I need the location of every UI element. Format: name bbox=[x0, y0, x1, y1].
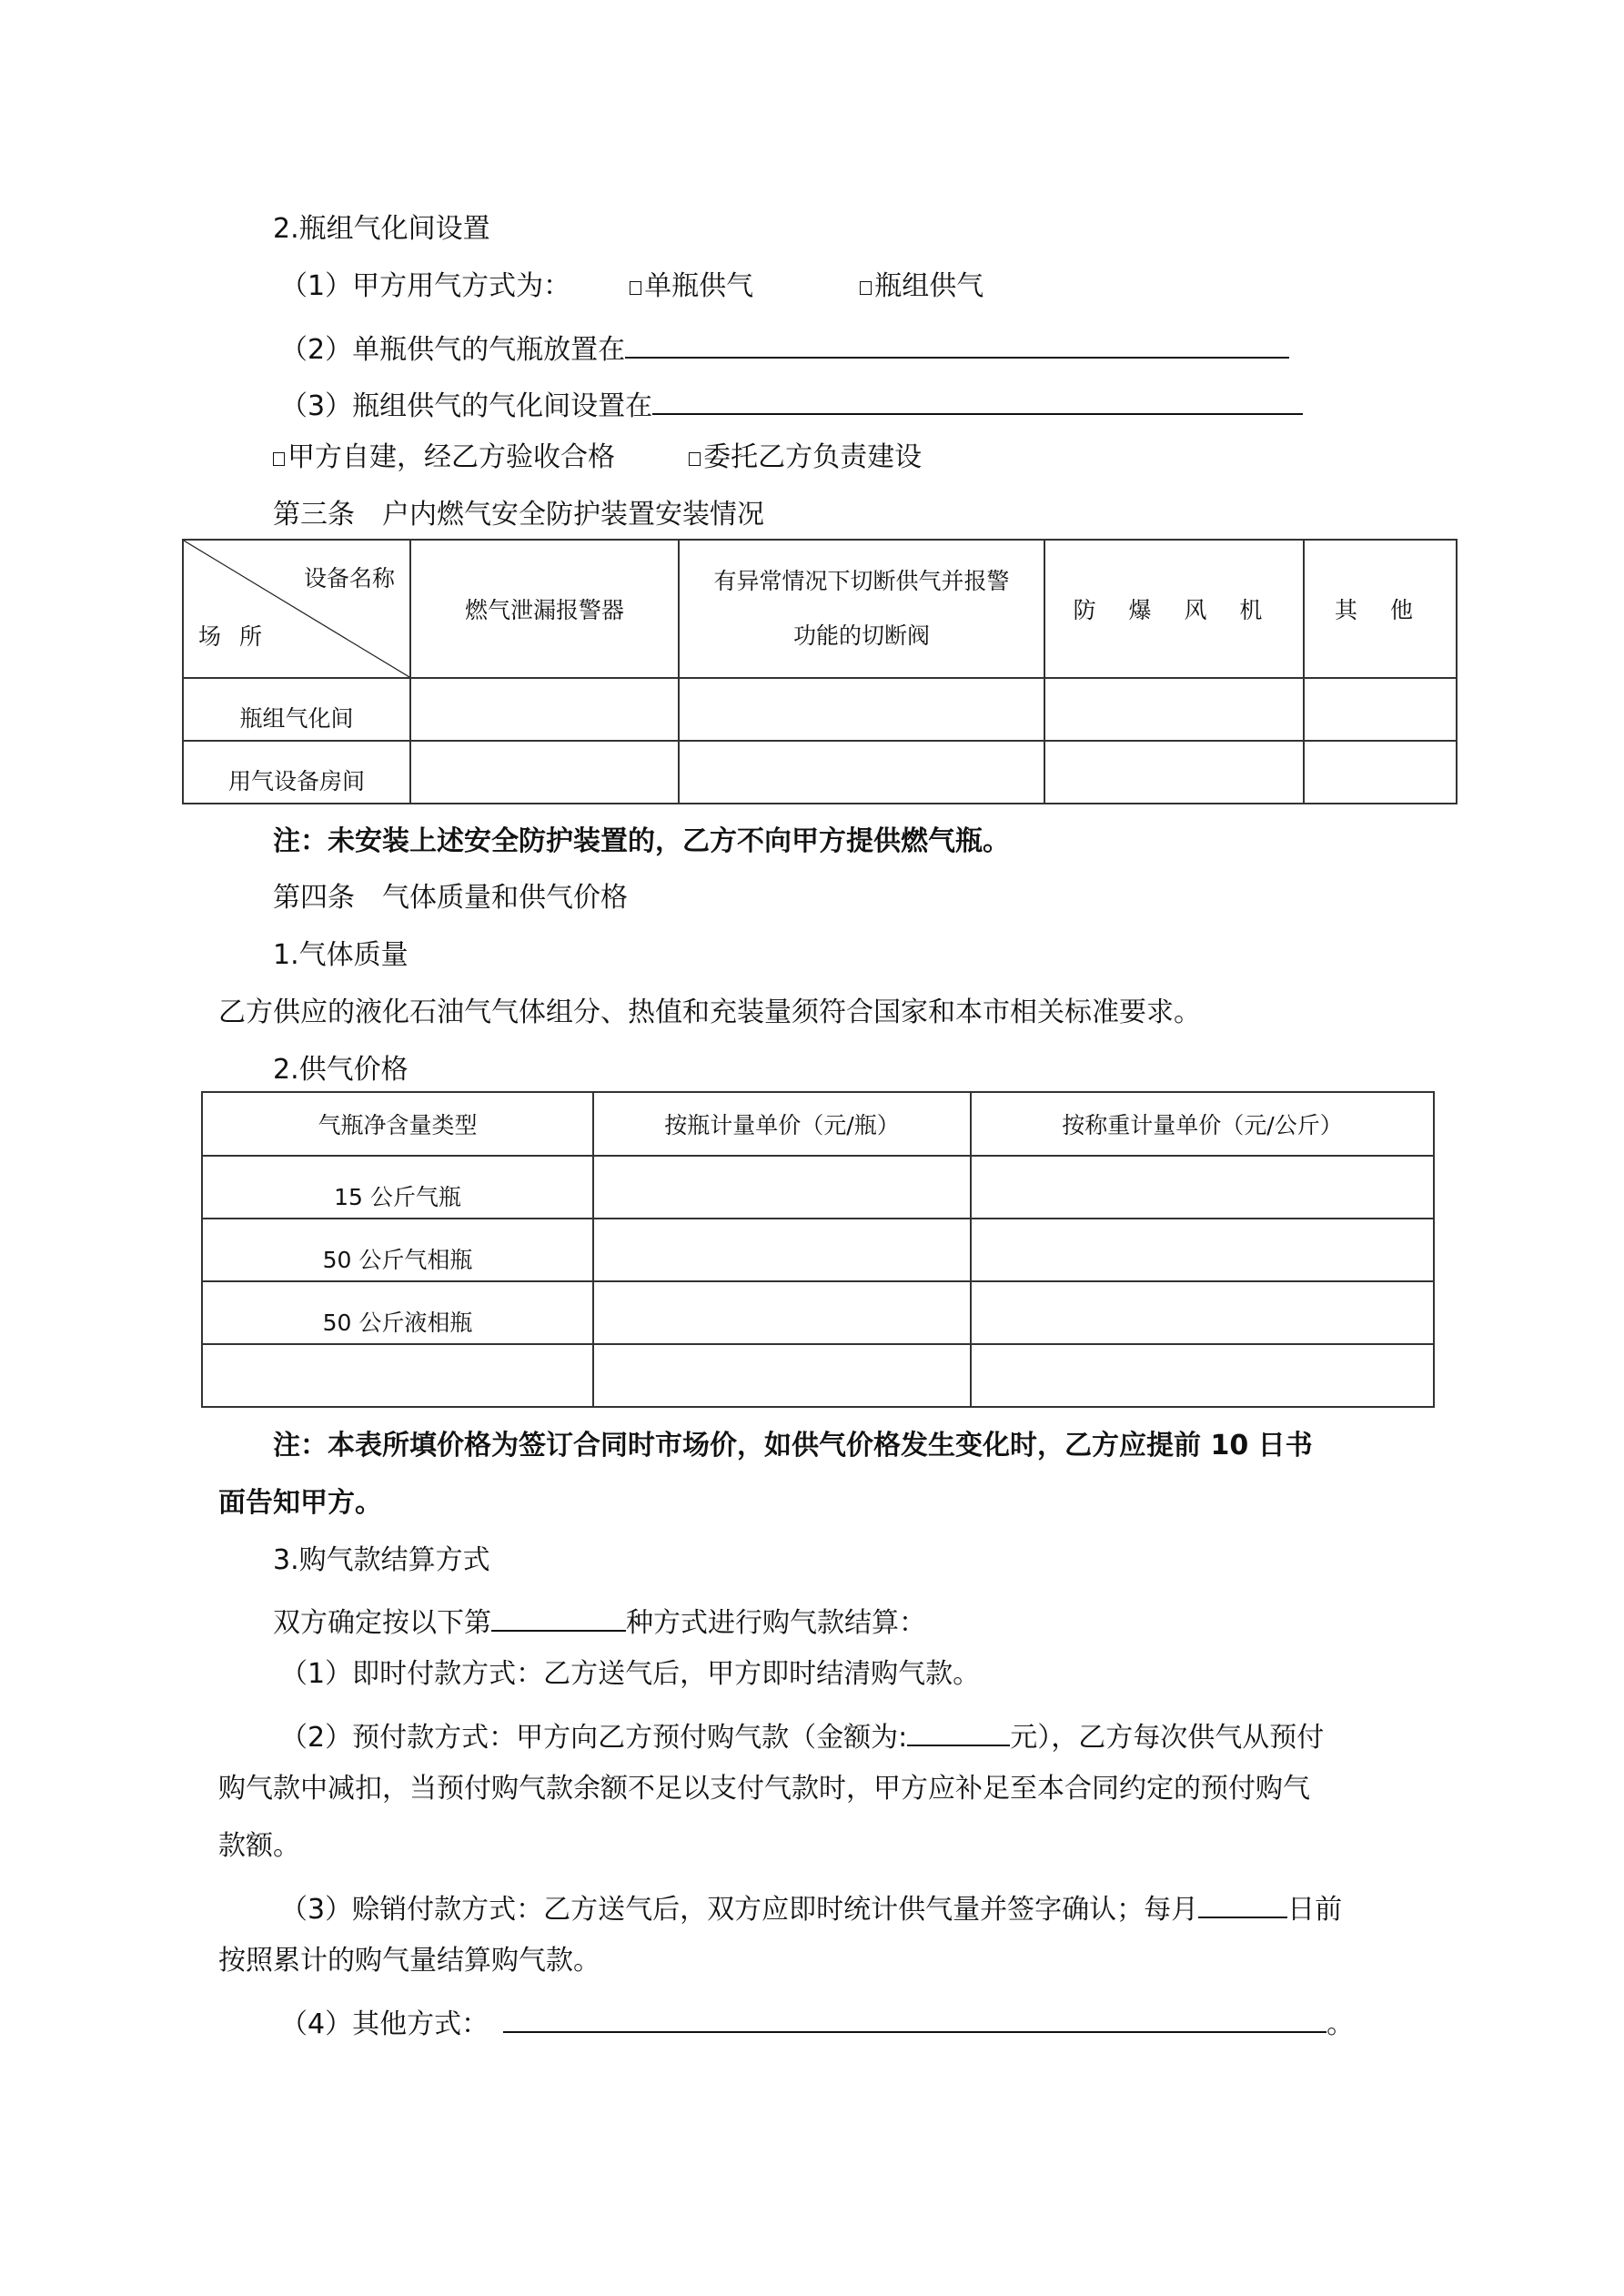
method-2-line3: 款额。 bbox=[218, 1830, 300, 1862]
per-bottle-price-cell[interactable] bbox=[593, 1344, 971, 1407]
entrust-build-label: 委托乙方负责建设 bbox=[703, 441, 923, 473]
per-bottle-price-header: 按瓶计量单价（元/瓶） bbox=[593, 1092, 971, 1156]
price-table-header-row bbox=[202, 1092, 1434, 1156]
row-label-vaporization-room: 瓶组气化间 bbox=[183, 678, 410, 741]
method-2-row bbox=[280, 1714, 1324, 1756]
method-2-line2: 购气款中减扣，当预付购气款余额不足以支付气款时，甲方应补足至本合同约定的预付购气 bbox=[218, 1773, 1310, 1805]
per-kg-price-cell[interactable] bbox=[971, 1156, 1434, 1219]
monthly-day-field[interactable] bbox=[1198, 1886, 1287, 1918]
per-bottle-price-cell[interactable] bbox=[593, 1281, 971, 1344]
bottle-type-header: 气瓶净含量类型 bbox=[202, 1092, 593, 1156]
method-2-suffix: 元），乙方每次供气从预付 bbox=[1010, 1722, 1325, 1754]
settlement-title: 3.购气款结算方式 bbox=[273, 1544, 490, 1576]
gas-leak-alarm-header: 燃气泄漏报警器 bbox=[410, 540, 679, 678]
method-2-prefix: （2）预付款方式：甲方向乙方预付购气款（金额为: bbox=[280, 1722, 908, 1754]
bottle-group-checkbox[interactable] bbox=[860, 281, 872, 295]
settlement-intro-prefix: 双方确定按以下第 bbox=[273, 1607, 491, 1639]
price-note-line2: 面告知甲方。 bbox=[218, 1487, 382, 1519]
article-4-title: 第四条 气体质量和供气价格 bbox=[273, 882, 628, 914]
single-bottle-checkbox[interactable] bbox=[630, 281, 641, 295]
bottle-type-cell: 50 公斤气相瓶 bbox=[202, 1219, 593, 1281]
table-row bbox=[202, 1219, 1434, 1281]
price-note-line1: 注：本表所填价格为签订合同时市场价，如供气价格发生变化时，乙方应提前 10 日书 bbox=[273, 1430, 1313, 1462]
table-cell[interactable] bbox=[1044, 678, 1304, 741]
method-3-prefix: （3）赊销付款方式：乙方送气后，双方应即时统计供气量并签字确认；每月 bbox=[280, 1894, 1199, 1926]
diagonal-header-cell bbox=[183, 540, 410, 678]
other-method-field[interactable] bbox=[503, 2000, 1326, 2033]
single-bottle-location-field[interactable] bbox=[625, 326, 1289, 359]
single-bottle-label: 单瓶供气 bbox=[644, 270, 754, 302]
vaporization-room-label: （3）瓶组供气的气化间设置在 bbox=[280, 390, 653, 422]
row-label-appliance-room: 用气设备房间 bbox=[183, 741, 410, 804]
safety-note: 注：未安装上述安全防护装置的，乙方不向甲方提供燃气瓶。 bbox=[273, 825, 1010, 857]
supply-mode-row bbox=[280, 268, 983, 305]
table-cell[interactable] bbox=[679, 741, 1044, 804]
settlement-intro-row bbox=[273, 1599, 926, 1642]
table-cell[interactable] bbox=[410, 678, 679, 741]
per-bottle-price-cell[interactable] bbox=[593, 1219, 971, 1281]
location-header: 场 所 bbox=[198, 623, 267, 650]
bottle-type-cell[interactable] bbox=[202, 1344, 593, 1407]
bottle-group-label: 瓶组供气 bbox=[874, 270, 984, 302]
device-name-header: 设备名称 bbox=[303, 565, 395, 592]
method-4-suffix: 。 bbox=[1326, 2008, 1355, 2040]
per-kg-price-cell[interactable] bbox=[971, 1344, 1434, 1407]
per-kg-price-cell[interactable] bbox=[971, 1219, 1434, 1281]
gas-price-title: 2.供气价格 bbox=[273, 1054, 409, 1086]
shutoff-valve-header-line1: 有异常情况下切断供气并报警 bbox=[713, 568, 1010, 594]
table-row bbox=[202, 1156, 1434, 1219]
explosion-proof-fan-header: 防 爆 风 机 bbox=[1044, 540, 1304, 678]
table-cell[interactable] bbox=[1044, 741, 1304, 804]
method-4-prefix: （4）其他方式： bbox=[280, 2008, 489, 2040]
method-3-line2: 按照累计的购气量结算购气款。 bbox=[218, 1945, 600, 1977]
section-2-title: 2.瓶组气化间设置 bbox=[273, 213, 490, 245]
table-row bbox=[202, 1344, 1434, 1407]
price-table bbox=[201, 1091, 1435, 1408]
gas-quality-title: 1.气体质量 bbox=[273, 939, 409, 971]
table-row bbox=[183, 678, 1457, 741]
per-kg-price-header: 按称重计量单价（元/公斤） bbox=[971, 1092, 1434, 1156]
table-cell[interactable] bbox=[1304, 741, 1457, 804]
method-1-text: （1）即时付款方式：乙方送气后，甲方即时结清购气款。 bbox=[280, 1658, 981, 1690]
method-4-row bbox=[280, 2000, 1354, 2043]
vaporization-room-field[interactable] bbox=[652, 382, 1303, 415]
other-header: 其 他 bbox=[1304, 540, 1457, 678]
shutoff-valve-header bbox=[679, 540, 1044, 678]
self-build-checkbox[interactable] bbox=[273, 452, 285, 466]
single-bottle-location-row bbox=[280, 326, 1289, 369]
method-3-suffix: 日前 bbox=[1287, 1894, 1343, 1926]
gas-quality-text: 乙方供应的液化石油气气体组分、热值和充装量须符合国家和本市相关标准要求。 bbox=[218, 996, 1201, 1028]
bottle-type-cell: 15 公斤气瓶 bbox=[202, 1156, 593, 1219]
settlement-intro-suffix: 种方式进行购气款结算： bbox=[626, 1607, 926, 1639]
table-cell[interactable] bbox=[679, 678, 1044, 741]
safety-device-table bbox=[182, 539, 1458, 804]
supply-mode-label: （1）甲方用气方式为： bbox=[280, 270, 571, 302]
self-build-label: 甲方自建，经乙方验收合格 bbox=[287, 441, 615, 473]
table-row bbox=[183, 741, 1457, 804]
shutoff-valve-header-line2: 功能的切断阀 bbox=[792, 622, 930, 649]
table-cell[interactable] bbox=[1304, 678, 1457, 741]
entrust-build-checkbox[interactable] bbox=[689, 452, 701, 466]
safety-table-header-row bbox=[183, 540, 1457, 678]
per-bottle-price-cell[interactable] bbox=[593, 1156, 971, 1219]
single-bottle-location-label: （2）单瓶供气的气瓶放置在 bbox=[280, 334, 626, 366]
article-3-title: 第三条 户内燃气安全防护装置安装情况 bbox=[273, 499, 764, 531]
table-cell[interactable] bbox=[410, 741, 679, 804]
build-option-row bbox=[273, 440, 922, 476]
settlement-method-field[interactable] bbox=[491, 1599, 626, 1632]
vaporization-room-row bbox=[280, 382, 1303, 425]
bottle-type-cell: 50 公斤液相瓶 bbox=[202, 1281, 593, 1344]
table-row bbox=[202, 1281, 1434, 1344]
prepayment-amount-field[interactable] bbox=[907, 1714, 1010, 1746]
per-kg-price-cell[interactable] bbox=[971, 1281, 1434, 1344]
method-3-row bbox=[280, 1886, 1342, 1928]
